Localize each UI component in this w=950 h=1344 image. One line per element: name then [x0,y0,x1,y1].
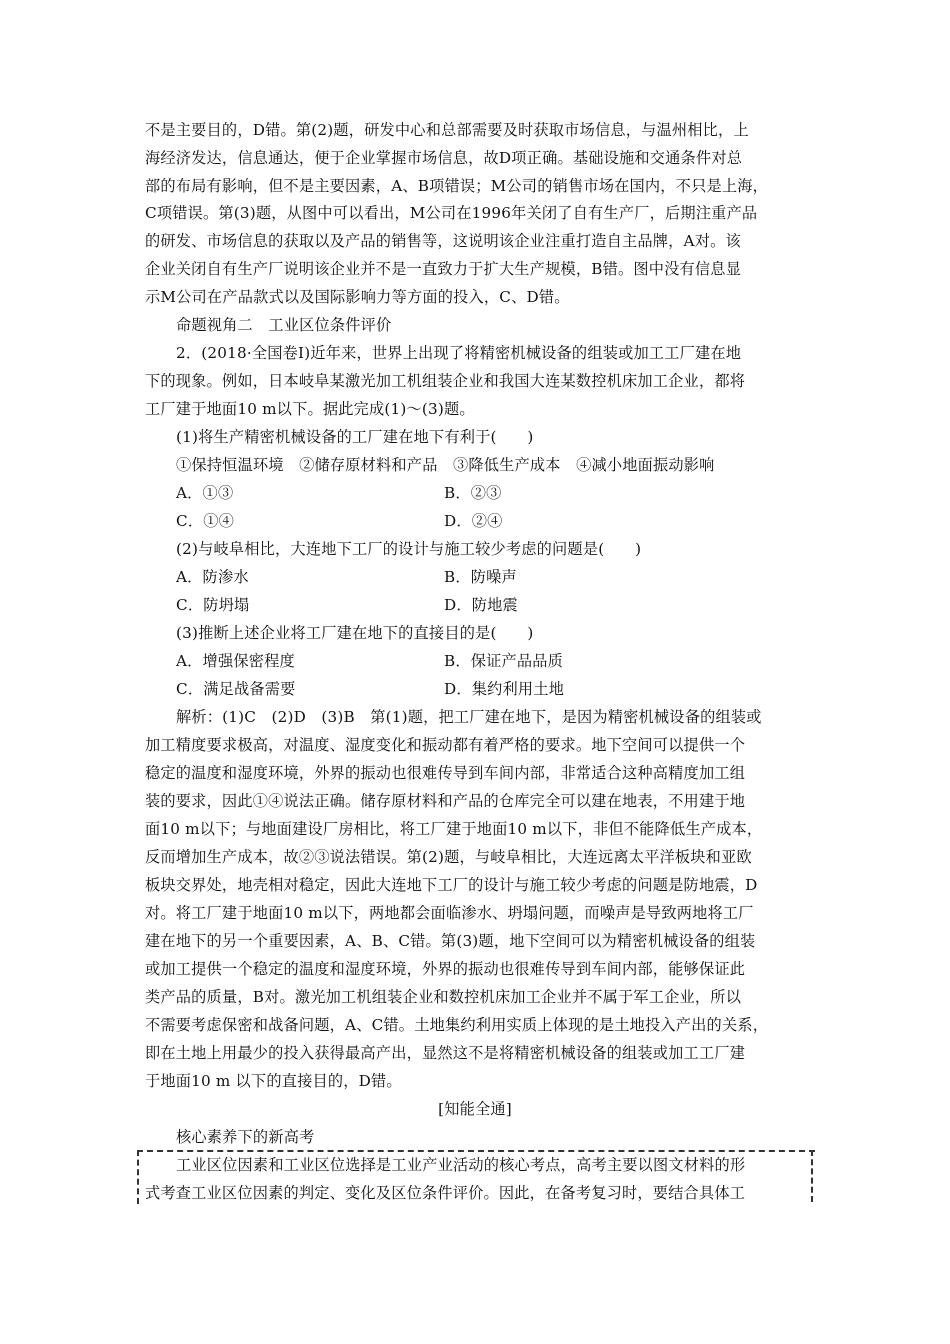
box-line: 式考查工业区位因素的判定、变化及区位条件评价。因此，在备考复习时，要结合具体工 [145,1184,746,1202]
option-a: A．防渗水 [176,568,249,586]
analysis-line: 装的要求，因此①④说法正确。储存原材料和产品的仓库完全可以建在地表，不用建于地 [145,792,746,810]
text-line: 的研发、市场信息的获取以及产品的销售等，这说明该企业注重打造自主品牌，A对。该 [145,232,741,250]
dashed-box-edge [811,1150,813,1202]
analysis-line: 对。将工厂建于地面10 m以下，两地都会面临渗水、坍塌问题，而噪声是导致两地将工厂 [145,904,754,922]
analysis-line: 板块交界处，地壳相对稳定，因此大连地下工厂的设计与施工较少考虑的问题是防地震，D [145,876,758,894]
subquestion-2-stem: (2)与岐阜相比，大连地下工厂的设计与施工较少考虑的问题是( ) [176,540,642,558]
box-line: 工业区位因素和工业区位选择是工业产业活动的核心考点，高考主要以图文材料的形 [176,1156,746,1174]
analysis-line: 反而增加生产成本，故②③说法错误。第(2)题，与岐阜相比，大连远离太平洋板块和亚欧 [145,848,752,866]
subquestion-3-stem: (3)推断上述企业将工厂建在地下的直接目的是( ) [176,624,534,642]
analysis-line: 建在地下的另一个重要因素，A、B、C错。第(3)题，地下空间可以为精密机械设备的组装 [145,932,756,950]
question-stem: 2．(2018·全国卷Ⅰ)近年来，世界上出现了将精密机械设备的组装或加工工厂建在地 [176,344,742,362]
option-b: B．②③ [444,484,502,502]
analysis-line: 类产品的质量，B对。激光加工机组装企业和数控机床加工企业并不属于军工企业，所以 [145,988,742,1006]
subheading: 核心素养下的新高考 [176,1128,315,1146]
options-row [0,676,950,703]
options-row [0,480,950,507]
text-line: 企业关闭自有生产厂说明该企业并不是一直致力于扩大生产规模，B错。图中没有信息显 [145,260,742,278]
section-title: 命题视角二 工业区位条件评价 [176,316,392,334]
section-heading: [知能全通] [438,1100,512,1118]
analysis-line: 稳定的温度和湿度环境，外界的振动也很难传导到车间内部，非常适合这种高精度加工组 [145,764,746,782]
analysis-line: 面10 m以下；与地面建设厂房相比，将工厂建于地面10 m以下，非但不能降低生产成本， [145,820,763,838]
text-line: C项错误。第(3)题，从图中可以看出，M公司在1996年关闭了自有生产厂，后期注重产品 [145,204,758,222]
options-row [0,564,950,591]
option-d: D．防地震 [444,596,518,614]
options-row [0,592,950,619]
subquestion-1-stem: (1)将生产精密机械设备的工厂建在地下有利于( ) [176,428,534,446]
option-b: B．保证产品品质 [444,652,564,670]
options-row [0,648,950,675]
analysis-line: 不需要考虑保密和战备问题，A、C错。土地集约利用实质上体现的是土地投入产出的关系， [145,1016,769,1034]
text-line: 部的布局有影响，但不是主要因素，A、B项错误；M公司的销售市场在国内，不只是上海， [145,177,769,195]
option-c: C．①④ [176,512,234,530]
option-c: C．防坍塌 [176,596,250,614]
text-line: 不是主要目的，D错。第(2)题，研发中心和总部需要及时获取市场信息，与温州相比，上 [145,121,749,139]
analysis-line: 解析：(1)C (2)D (3)B 第(1)题，把工厂建在地下，是因为精密机械设备的组装或 [176,708,762,726]
analysis-line: 加工精度要求极高，对温度、湿度变化和振动都有着严格的要求。地下空间可以提供一个 [145,736,746,754]
option-a: A．①③ [176,484,234,502]
subquestion-1-items: ①保持恒温环境 ②储存原材料和产品 ③降低生产成本 ④减小地面振动影响 [176,456,715,474]
options-row [0,508,950,535]
text-line: 示M公司在产品款式以及国际影响力等方面的投入，C、D错。 [145,288,570,306]
option-d: D．集约利用土地 [444,680,565,698]
option-b: B．防噪声 [444,568,517,586]
question-stem: 下的现象。例如，日本岐阜某激光加工机组装企业和我国大连某数控机床加工企业，都将 [145,372,746,390]
analysis-line: 于地面10 m 以下的直接目的，D错。 [145,1072,402,1090]
question-stem: 工厂建于地面10 m以下。据此完成(1)～(3)题。 [145,400,475,418]
analysis-line: 或加工提供一个稳定的温度和湿度环境，外界的振动也很难传导到车间内部，能够保证此 [145,960,746,978]
option-c: C．满足战备需要 [176,680,296,698]
analysis-line: 即在土地上用最少的投入获得最高产出，显然这不是将精密机械设备的组装或加工工厂建 [145,1044,746,1062]
option-d: D．②④ [444,512,503,530]
text-line: 海经济发达，信息通达，便于企业掌握市场信息，故D项正确。基础设施和交通条件对总 [145,149,743,167]
option-a: A．增强保密程度 [176,652,295,670]
